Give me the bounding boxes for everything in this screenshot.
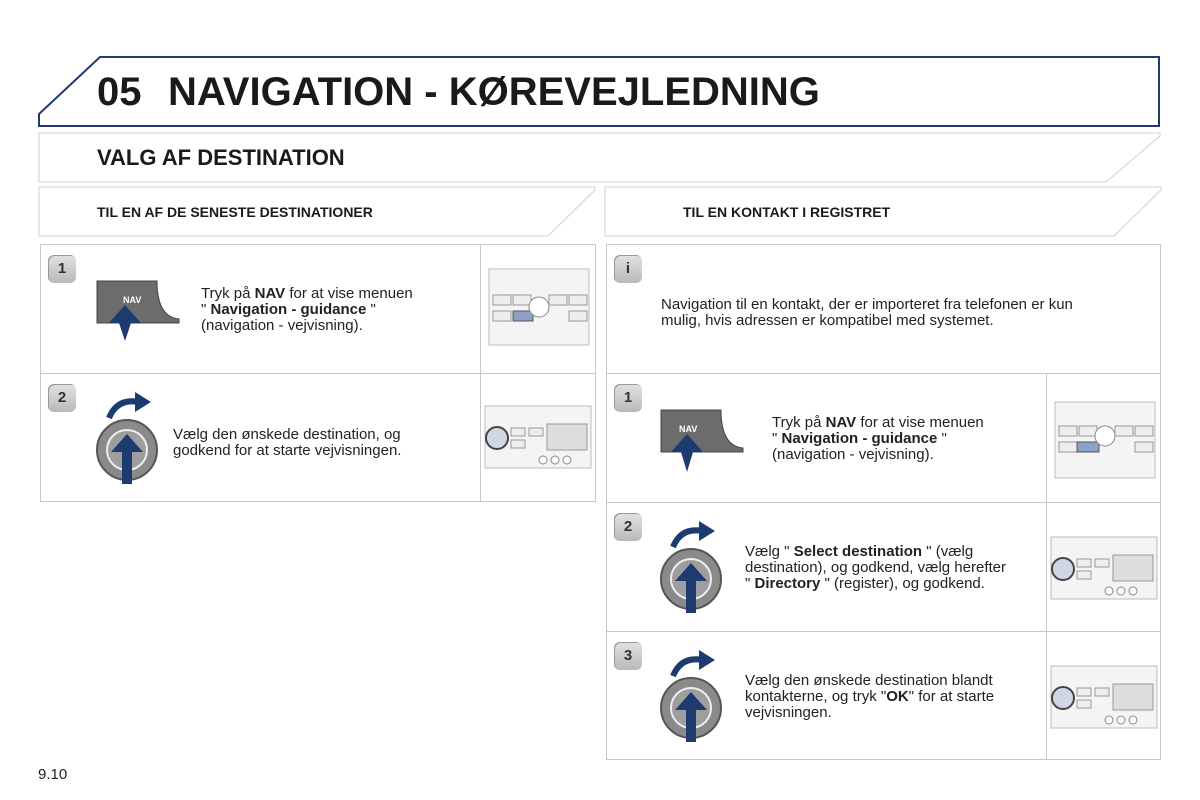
svg-text:NAV: NAV [123, 295, 142, 305]
rotary-knob-icon [95, 388, 165, 488]
nav-button-icon [95, 279, 185, 349]
radio-panel-knob-image [1046, 503, 1161, 631]
left-step-2-box [40, 373, 596, 502]
step-badge: 1 [614, 384, 642, 412]
rotary-knob-icon [659, 517, 729, 617]
right-step-2-text: Vælg " Select destination " (vælg destination), og godkend, vælg herefter " Directory " (register), og godkend. [745, 543, 1006, 592]
right-info-text: Navigation til en kontakt, der er importeret fra telefonen er kun mulig, hvis adressen er kompatibel med systemet. [661, 296, 1073, 329]
right-step-2-box [606, 502, 1161, 632]
step-badge: 1 [48, 255, 76, 283]
right-step-3-text: Vælg den ønskede destination blandt kontakterne, og tryk "OK" for at starte vejvisningen. [745, 672, 995, 721]
chapter-number: 05 [97, 70, 142, 114]
left-step-2-text: Vælg den ønskede destination, og godkend for at starte vejvisningen. [173, 426, 402, 459]
nav-button-icon [659, 408, 749, 478]
right-step-1-box [606, 373, 1161, 503]
rotary-knob-icon [659, 646, 729, 746]
section-title: VALG AF DESTINATION [97, 145, 345, 170]
chapter-title: NAVIGATION - KØREVEJLEDNING [168, 70, 820, 114]
radio-panel-knob-image [480, 374, 596, 501]
radio-panel-nav-image [480, 245, 596, 373]
info-icon: i [614, 255, 642, 283]
right-column-title: TIL EN KONTAKT I REGISTRET [683, 204, 891, 220]
left-column-title: TIL EN AF DE SENESTE DESTINATIONER [97, 204, 373, 220]
step-badge: 2 [48, 384, 76, 412]
right-info-box [606, 244, 1161, 374]
step-badge: 3 [614, 642, 642, 670]
left-step-1-text: Tryk på NAV for at vise menuen " Navigation - guidance " (navigation - vejvisning). [201, 285, 413, 334]
radio-panel-knob-image [1046, 632, 1161, 759]
right-step-1-text: Tryk på NAV for at vise menuen " Navigation - guidance " (navigation - vejvisning). [772, 414, 984, 463]
step-badge: 2 [614, 513, 642, 541]
radio-panel-nav-image [1046, 374, 1161, 502]
page-number: 9.10 [38, 766, 68, 783]
left-step-1-box [40, 244, 596, 374]
svg-text:NAV: NAV [679, 424, 698, 434]
right-step-3-box [606, 631, 1161, 760]
